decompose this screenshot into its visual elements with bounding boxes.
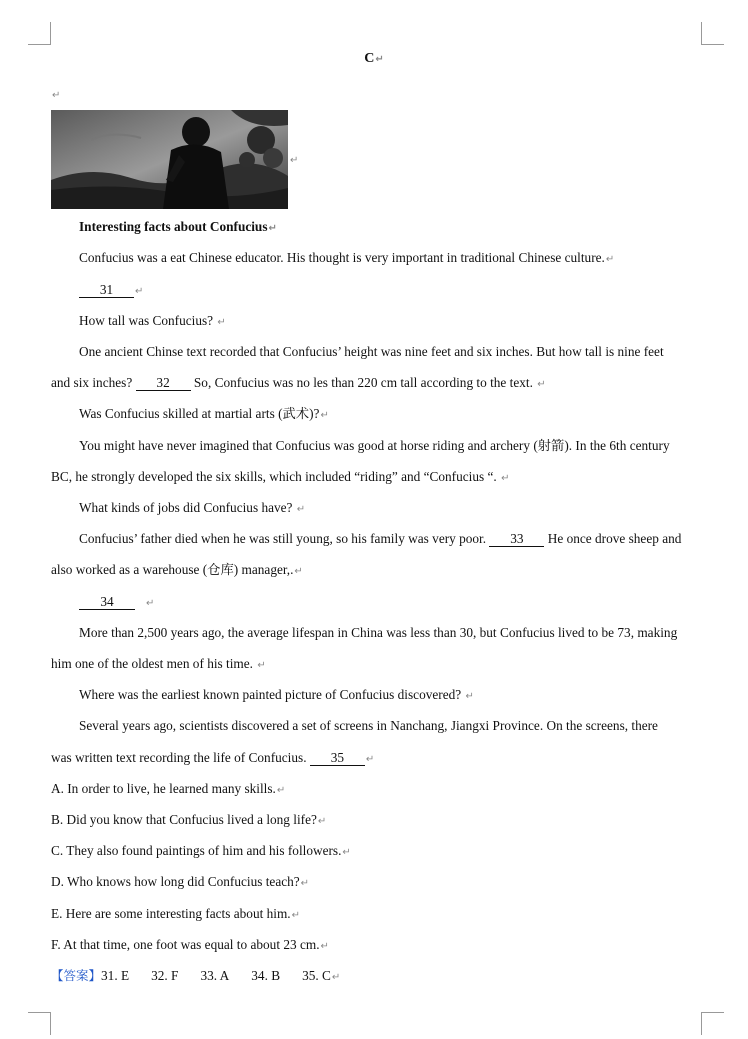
option-b: B. Did you know that Confucius lived a long life?↵ [51,812,327,827]
carriage-return-icon: ↵ [290,155,299,166]
carriage-return-icon: ↵ [465,691,474,702]
empty-paragraph [51,86,703,104]
carriage-return-icon: ↵ [317,816,327,827]
martial-paragraph-line1: You might have never imagined that Confucius was good at horse riding and archery (射箭). In the 6th century [79,438,670,453]
lifespan-paragraph-line2: him one of the oldest men of his time. ↵ [51,656,266,671]
jobs-paragraph-line2: also worked as a warehouse (仓库) manager,.↵ [51,562,303,577]
picture-paragraph-line2: was written text recording the life of Confucius. 35 ↵ [51,750,375,765]
carriage-return-icon: ↵ [52,90,61,101]
lifespan-paragraph-line1: More than 2,500 years ago, the average lifespan in China was less than 30, but Confucius lived to be 73, making [79,625,678,640]
carriage-return-icon: ↵ [365,754,375,765]
answer-item: 34. B [251,968,281,983]
option-e: E. Here are some interesting facts about him.↵ [51,906,301,921]
carriage-return-icon: ↵ [268,223,277,234]
carriage-return-icon: ↵ [320,410,329,421]
carriage-return-icon: ↵ [296,504,306,515]
image-paragraph-end [289,151,309,169]
blank-34[interactable]: 34 [79,595,135,610]
question-jobs: What kinds of jobs did Confucius have? ↵ [79,500,306,515]
option-a: A. In order to live, he learned many skills.↵ [51,781,286,796]
blank-31[interactable]: 31 [79,283,134,298]
carriage-return-icon: ↵ [537,379,546,390]
option-d: D. Who knows how long did Confucius teach?↵ [51,874,310,889]
answer-item: 33. A [200,968,230,983]
confucius-illustration [51,110,288,209]
height-paragraph-line1: One ancient Chinse text recorded that Confucius’ height was nine feet and six inches. But how tall is nine feet [79,344,664,359]
carriage-return-icon: ↵ [605,254,615,265]
carriage-return-icon: ↵ [257,660,266,671]
carriage-return-icon: ↵ [294,566,303,577]
question-picture: Where was the earliest known painted picture of Confucius discovered? ↵ [79,687,474,702]
carriage-return-icon: ↵ [331,972,341,983]
blank-32[interactable]: 32 [136,376,191,391]
blank-35[interactable]: 35 [310,751,365,766]
blank-34-line [79,594,703,612]
carriage-return-icon: ↵ [135,286,144,297]
answer-item: 31. E [101,968,130,983]
carriage-return-icon: ↵ [375,54,384,65]
answer-item: 32. F [151,968,179,983]
intro-paragraph: Confucius was a eat Chinese educator. His thought is very important in traditional Chinese culture.↵ [79,250,615,265]
corner-mark-bottom-left [28,1012,51,1035]
answer-item: 35. C [302,968,331,983]
corner-mark-top-right [701,22,724,45]
carriage-return-icon: ↵ [276,785,286,796]
carriage-return-icon: ↵ [145,598,155,609]
question-martial-arts: Was Confucius skilled at martial arts (武术)?↵ [79,406,329,421]
corner-mark-bottom-right [701,1012,724,1035]
option-f: F. At that time, one foot was equal to about 23 cm.↵ [51,937,329,952]
height-paragraph-line2: and six inches? 32 So, Confucius was no les than 220 cm tall according to the text. ↵ [51,375,546,390]
carriage-return-icon: ↵ [217,317,226,328]
corner-mark-top-left [28,22,51,45]
answer-key-label: 【答案】 [51,968,102,983]
passage-heading: Interesting facts about Confucius↵ [79,219,277,234]
martial-paragraph-line2: BC, he strongly developed the six skills, which included “riding” and “Confucius “. ↵ [51,469,510,484]
option-c: C. They also found paintings of him and his followers.↵ [51,843,351,858]
carriage-return-icon: ↵ [501,473,510,484]
question-height: How tall was Confucius? ↵ [79,313,226,328]
answer-line [51,968,703,986]
blank-31-line [79,282,703,300]
jobs-paragraph-line1: Confucius’ father died when he was still young, so his family was very poor. 33 He once drove sheep and [79,531,682,546]
carriage-return-icon: ↵ [300,878,310,889]
page-title: C↵ [364,51,384,66]
carriage-return-icon: ↵ [342,847,351,858]
blank-33[interactable]: 33 [489,532,544,547]
carriage-return-icon: ↵ [320,941,329,952]
picture-paragraph-line1: Several years ago, scientists discovered a set of screens in Nanchang, Jiangxi Province. On the screens, there [79,718,658,733]
carriage-return-icon: ↵ [291,910,301,921]
